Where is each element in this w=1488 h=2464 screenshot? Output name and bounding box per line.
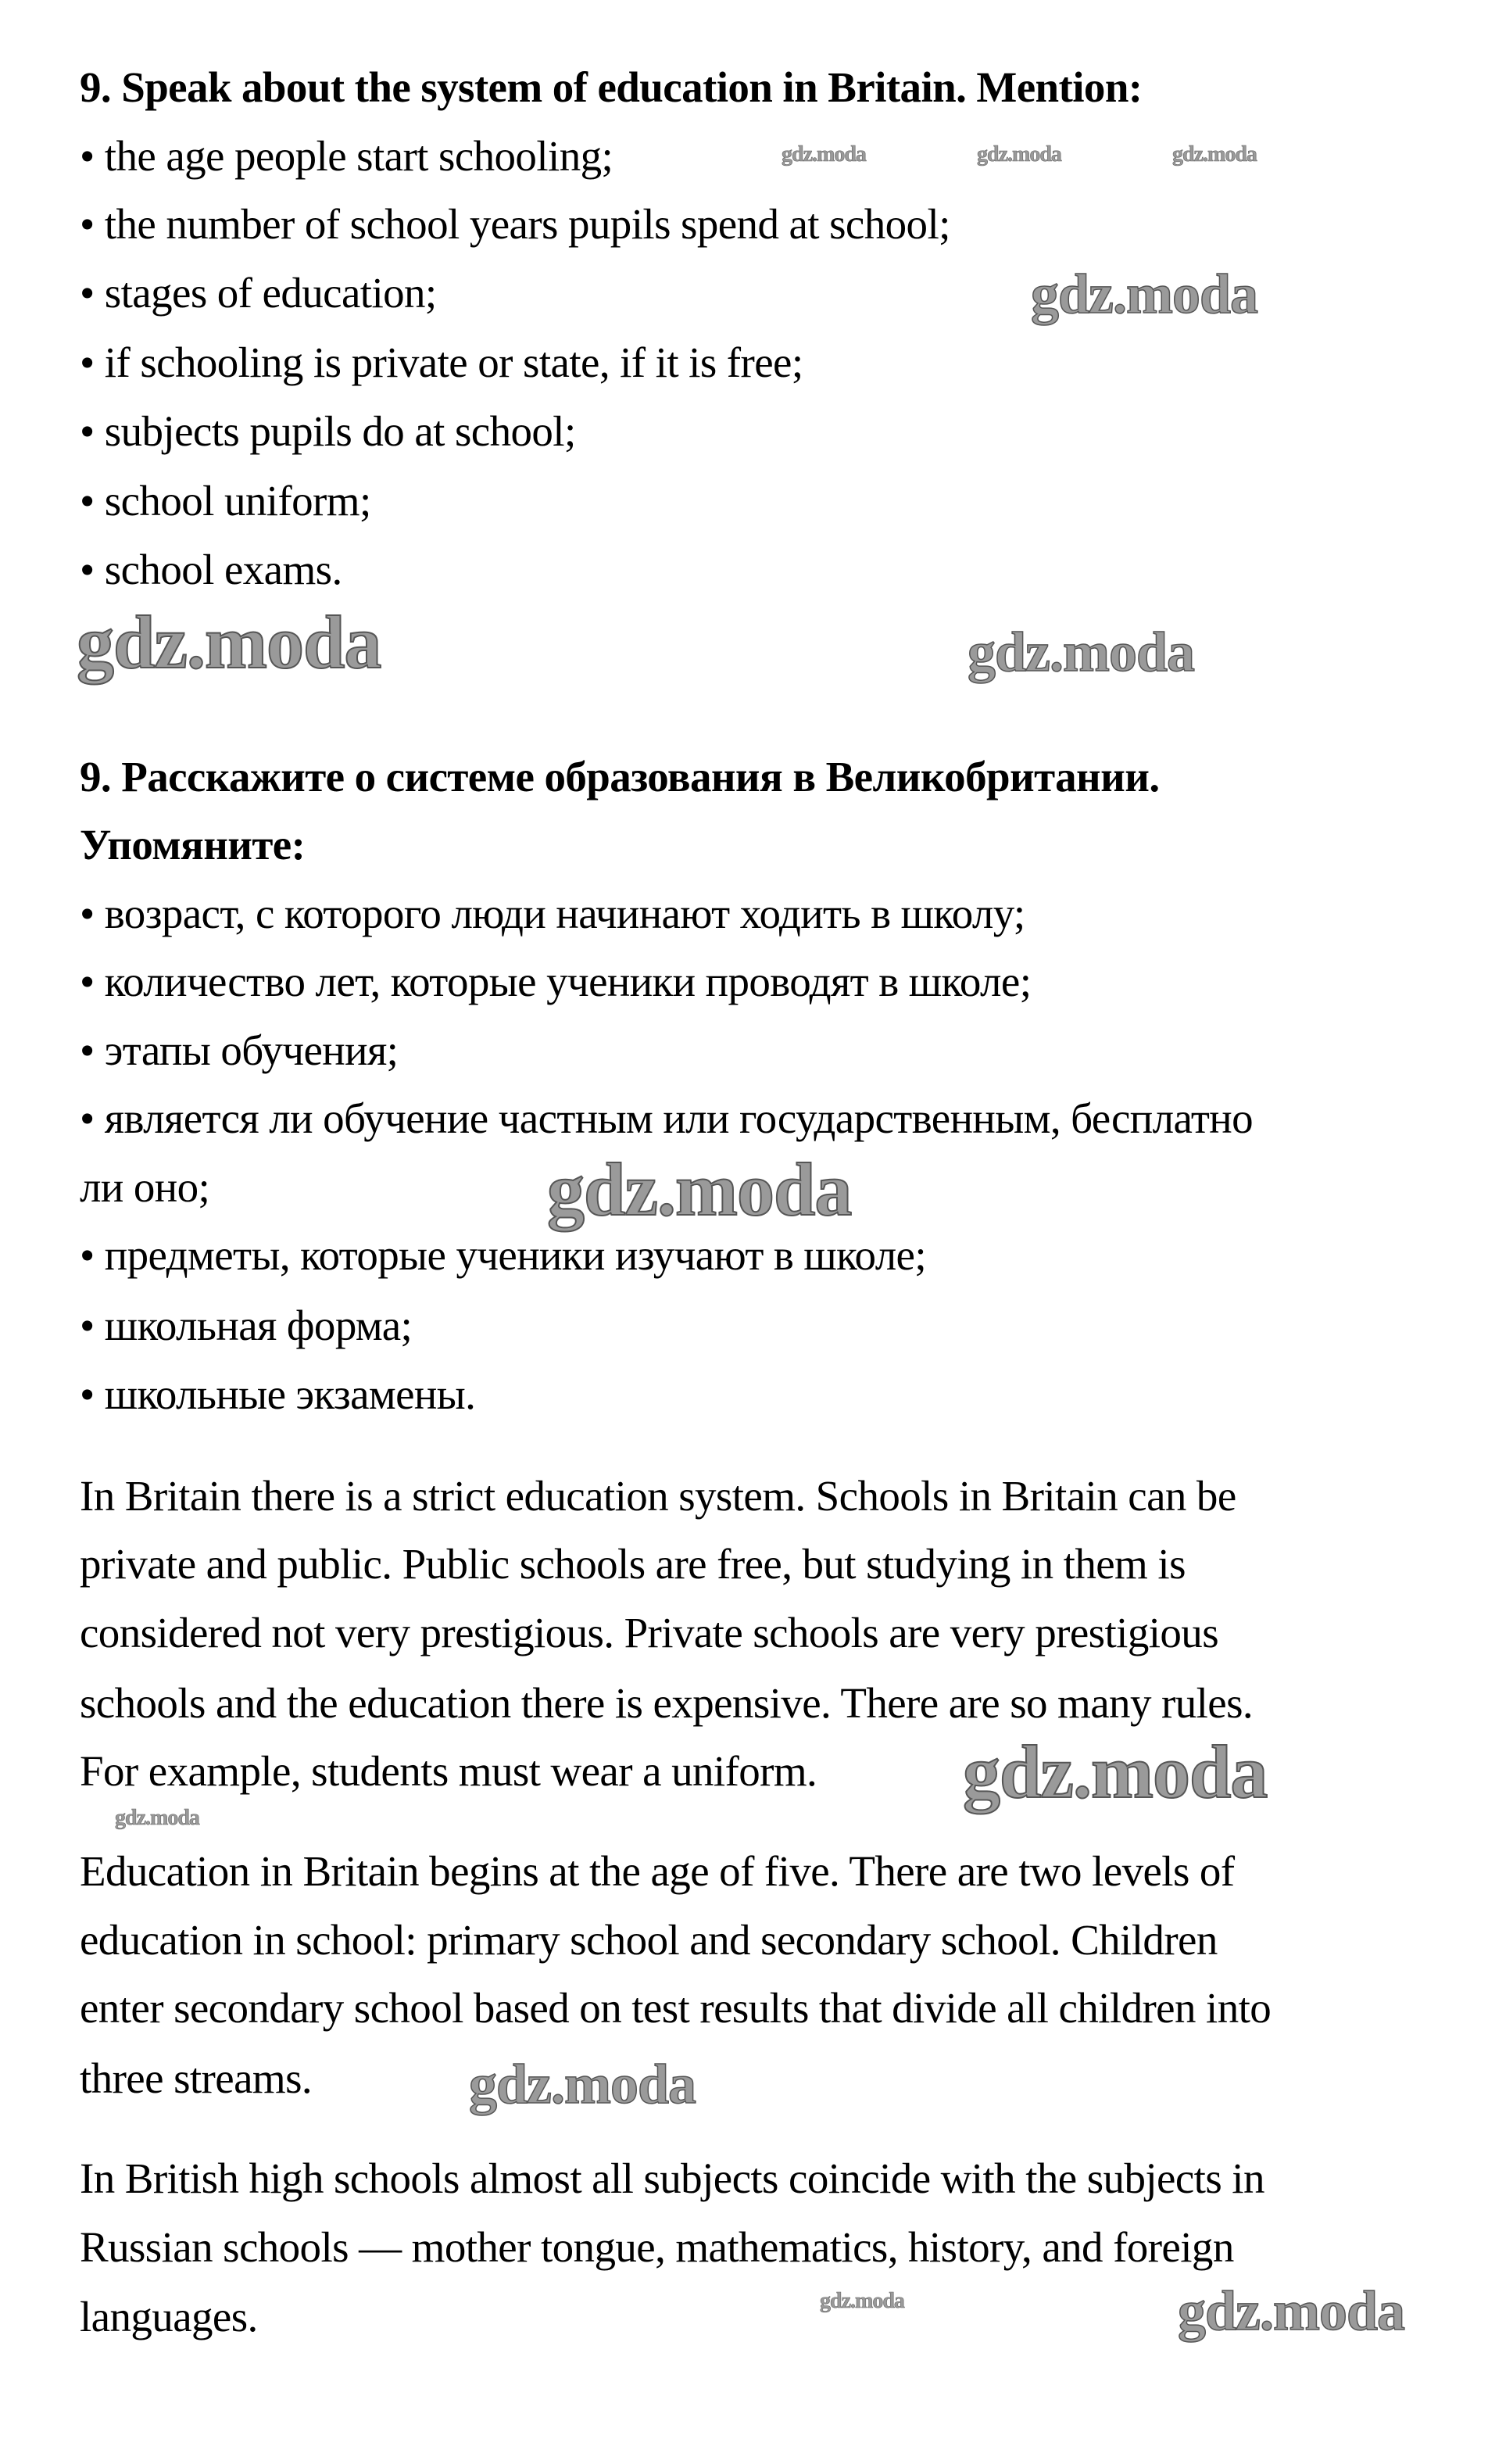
paragraph-line: education in school: primary school and secondary school. Children	[80, 1916, 1218, 1964]
exercise-title-ru: Упомяните:	[80, 821, 306, 868]
paragraph-line: For example, students must wear a uniform.	[80, 1747, 817, 1795]
watermark: gdz.moda	[782, 142, 866, 167]
paragraph-line: considered not very prestigious. Private schools are very prestigious	[80, 1609, 1219, 1656]
paragraph-line: private and public. Public schools are free, but studying in them is	[80, 1540, 1186, 1588]
exercise-title-ru: 9. Расскажите о системе образования в Великобритании.	[80, 753, 1160, 800]
bullet-item-ru: • возраст, с которого люди начинают ходить в школу;	[80, 890, 1025, 937]
watermark: gdz.moda	[968, 621, 1195, 683]
bullet-item-en: • the number of school years pupils spend at school;	[80, 200, 950, 248]
watermark: gdz.moda	[77, 600, 381, 684]
paragraph-line: languages.	[80, 2293, 258, 2340]
exercise-title-en: 9. Speak about the system of education in Britain. Mention:	[80, 63, 1143, 111]
watermark: gdz.moda	[115, 1806, 199, 1830]
paragraph-line: In British high schools almost all subjects coincide with the subjects in	[80, 2154, 1264, 2202]
watermark: gdz.moda	[1178, 2280, 1405, 2342]
bullet-item-ru: • предметы, которые ученики изучают в школе;	[80, 1231, 927, 1279]
paragraph-line: three streams.	[80, 2054, 313, 2102]
bullet-item-ru: • является ли обучение частным или государственным, бесплатно	[80, 1094, 1254, 1142]
bullet-item-en: • school uniform;	[80, 477, 371, 525]
watermark: gdz.moda	[820, 2289, 904, 2313]
bullet-item-ru: ли оно;	[80, 1163, 210, 1211]
bullet-item-en: • subjects pupils do at school;	[80, 407, 576, 455]
bullet-item-en: • the age people start schooling;	[80, 132, 613, 180]
paragraph-line: Russian schools — mother tongue, mathematics, history, and foreign	[80, 2223, 1234, 2271]
watermark: gdz.moda	[1031, 263, 1258, 325]
bullet-item-en: • stages of education;	[80, 269, 437, 317]
bullet-item-en: • school exams.	[80, 546, 342, 593]
bullet-item-ru: • школьные экзамены.	[80, 1370, 476, 1418]
watermark: gdz.moda	[963, 1730, 1268, 1814]
bullet-item-ru: • количество лет, которые ученики проводят в школе;	[80, 958, 1032, 1005]
paragraph-line: In Britain there is a strict education system. Schools in Britain can be	[80, 1472, 1236, 1520]
watermark: gdz.moda	[547, 1148, 852, 1231]
paragraph-line: Education in Britain begins at the age of five. There are two levels of	[80, 1847, 1235, 1895]
bullet-item-ru: • школьная форма;	[80, 1302, 413, 1349]
bullet-item-ru: • этапы обучения;	[80, 1026, 399, 1074]
paragraph-line: schools and the education there is expensive. There are so many rules.	[80, 1679, 1254, 1727]
watermark: gdz.moda	[469, 2053, 696, 2115]
watermark: gdz.moda	[977, 142, 1061, 167]
watermark: gdz.moda	[1172, 142, 1257, 167]
bullet-item-en: • if schooling is private or state, if it is free;	[80, 338, 803, 386]
paragraph-line: enter secondary school based on test results that divide all children into	[80, 1984, 1272, 2032]
